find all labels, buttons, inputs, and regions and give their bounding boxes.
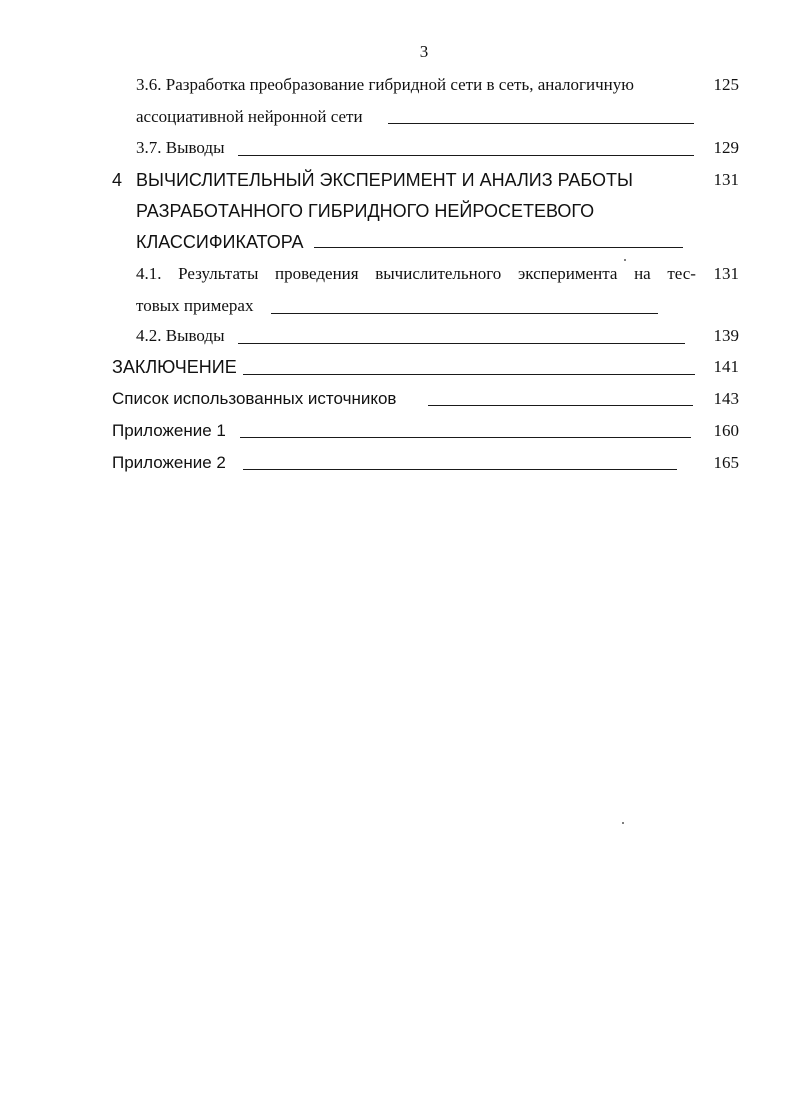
toc-conclusion-title: ЗАКЛЮЧЕНИЕ: [112, 357, 237, 377]
toc-word: вычислительного: [375, 264, 502, 283]
toc-entry-4-2-title: 4.2. Выводы: [136, 326, 225, 345]
toc-leader-line: [238, 343, 685, 344]
toc-entry-3-6-page: 125: [713, 75, 739, 94]
toc-leader-line: [238, 155, 694, 156]
toc-entry-4-1-page: 131: [713, 264, 739, 283]
toc-word: на: [634, 264, 651, 283]
toc-word: тес-: [667, 264, 696, 283]
toc-entry-4-1-title-line1: [136, 265, 696, 282]
toc-chapter-4-title-line1: ВЫЧИСЛИТЕЛЬНЫЙ ЭКСПЕРИМЕНТ И АНАЛИЗ РАБОТЫ: [136, 170, 633, 190]
table-of-contents: [0, 0, 799, 500]
toc-chapter-4-number: 4: [112, 170, 123, 190]
toc-entry-4-1-title-line2: товых примерах: [136, 296, 254, 315]
page-number: 3: [419, 42, 429, 61]
toc-leader-line: [314, 247, 683, 248]
toc-entry-3-6-title-line2: ассоциативной нейронной сети: [136, 107, 363, 126]
toc-chapter-4-page: 131: [713, 170, 739, 189]
toc-entry-3-7-title: 3.7. Выводы: [136, 138, 225, 157]
toc-word: Результаты: [178, 264, 259, 283]
toc-leader-line: [388, 123, 694, 124]
toc-appendix-1-title: Приложение 1: [112, 421, 226, 440]
toc-appendix-2-page: 165: [713, 453, 739, 472]
toc-chapter-4-title-line3: КЛАССИФИКАТОРА: [136, 232, 304, 252]
scan-speck: [622, 822, 624, 824]
toc-leader-line: [271, 313, 658, 314]
toc-entry-3-6-title-line1: 3.6. Разработка преобразование гибридной сети в сеть, аналогичную: [136, 75, 634, 94]
toc-sources-title: Список использованных источников: [112, 389, 397, 408]
toc-appendix-1-page: 160: [713, 421, 739, 440]
toc-word: 4.1.: [136, 264, 162, 283]
toc-appendix-2-title: Приложение 2: [112, 453, 226, 472]
toc-word: эксперимента: [517, 264, 618, 283]
toc-entry-3-7-page: 129: [713, 138, 739, 157]
toc-leader-line: [243, 374, 695, 375]
toc-leader-line: [428, 405, 693, 406]
toc-chapter-4-title-line2: РАЗРАБОТАННОГО ГИБРИДНОГО НЕЙРОСЕТЕВОГО: [136, 201, 595, 221]
toc-sources-page: 143: [713, 389, 739, 408]
toc-conclusion-page: 141: [713, 357, 739, 376]
toc-leader-line: [243, 469, 677, 470]
toc-leader-line: [240, 437, 691, 438]
toc-word: проведения: [275, 264, 359, 283]
scan-speck: [624, 259, 626, 261]
toc-entry-4-2-page: 139: [713, 326, 739, 345]
